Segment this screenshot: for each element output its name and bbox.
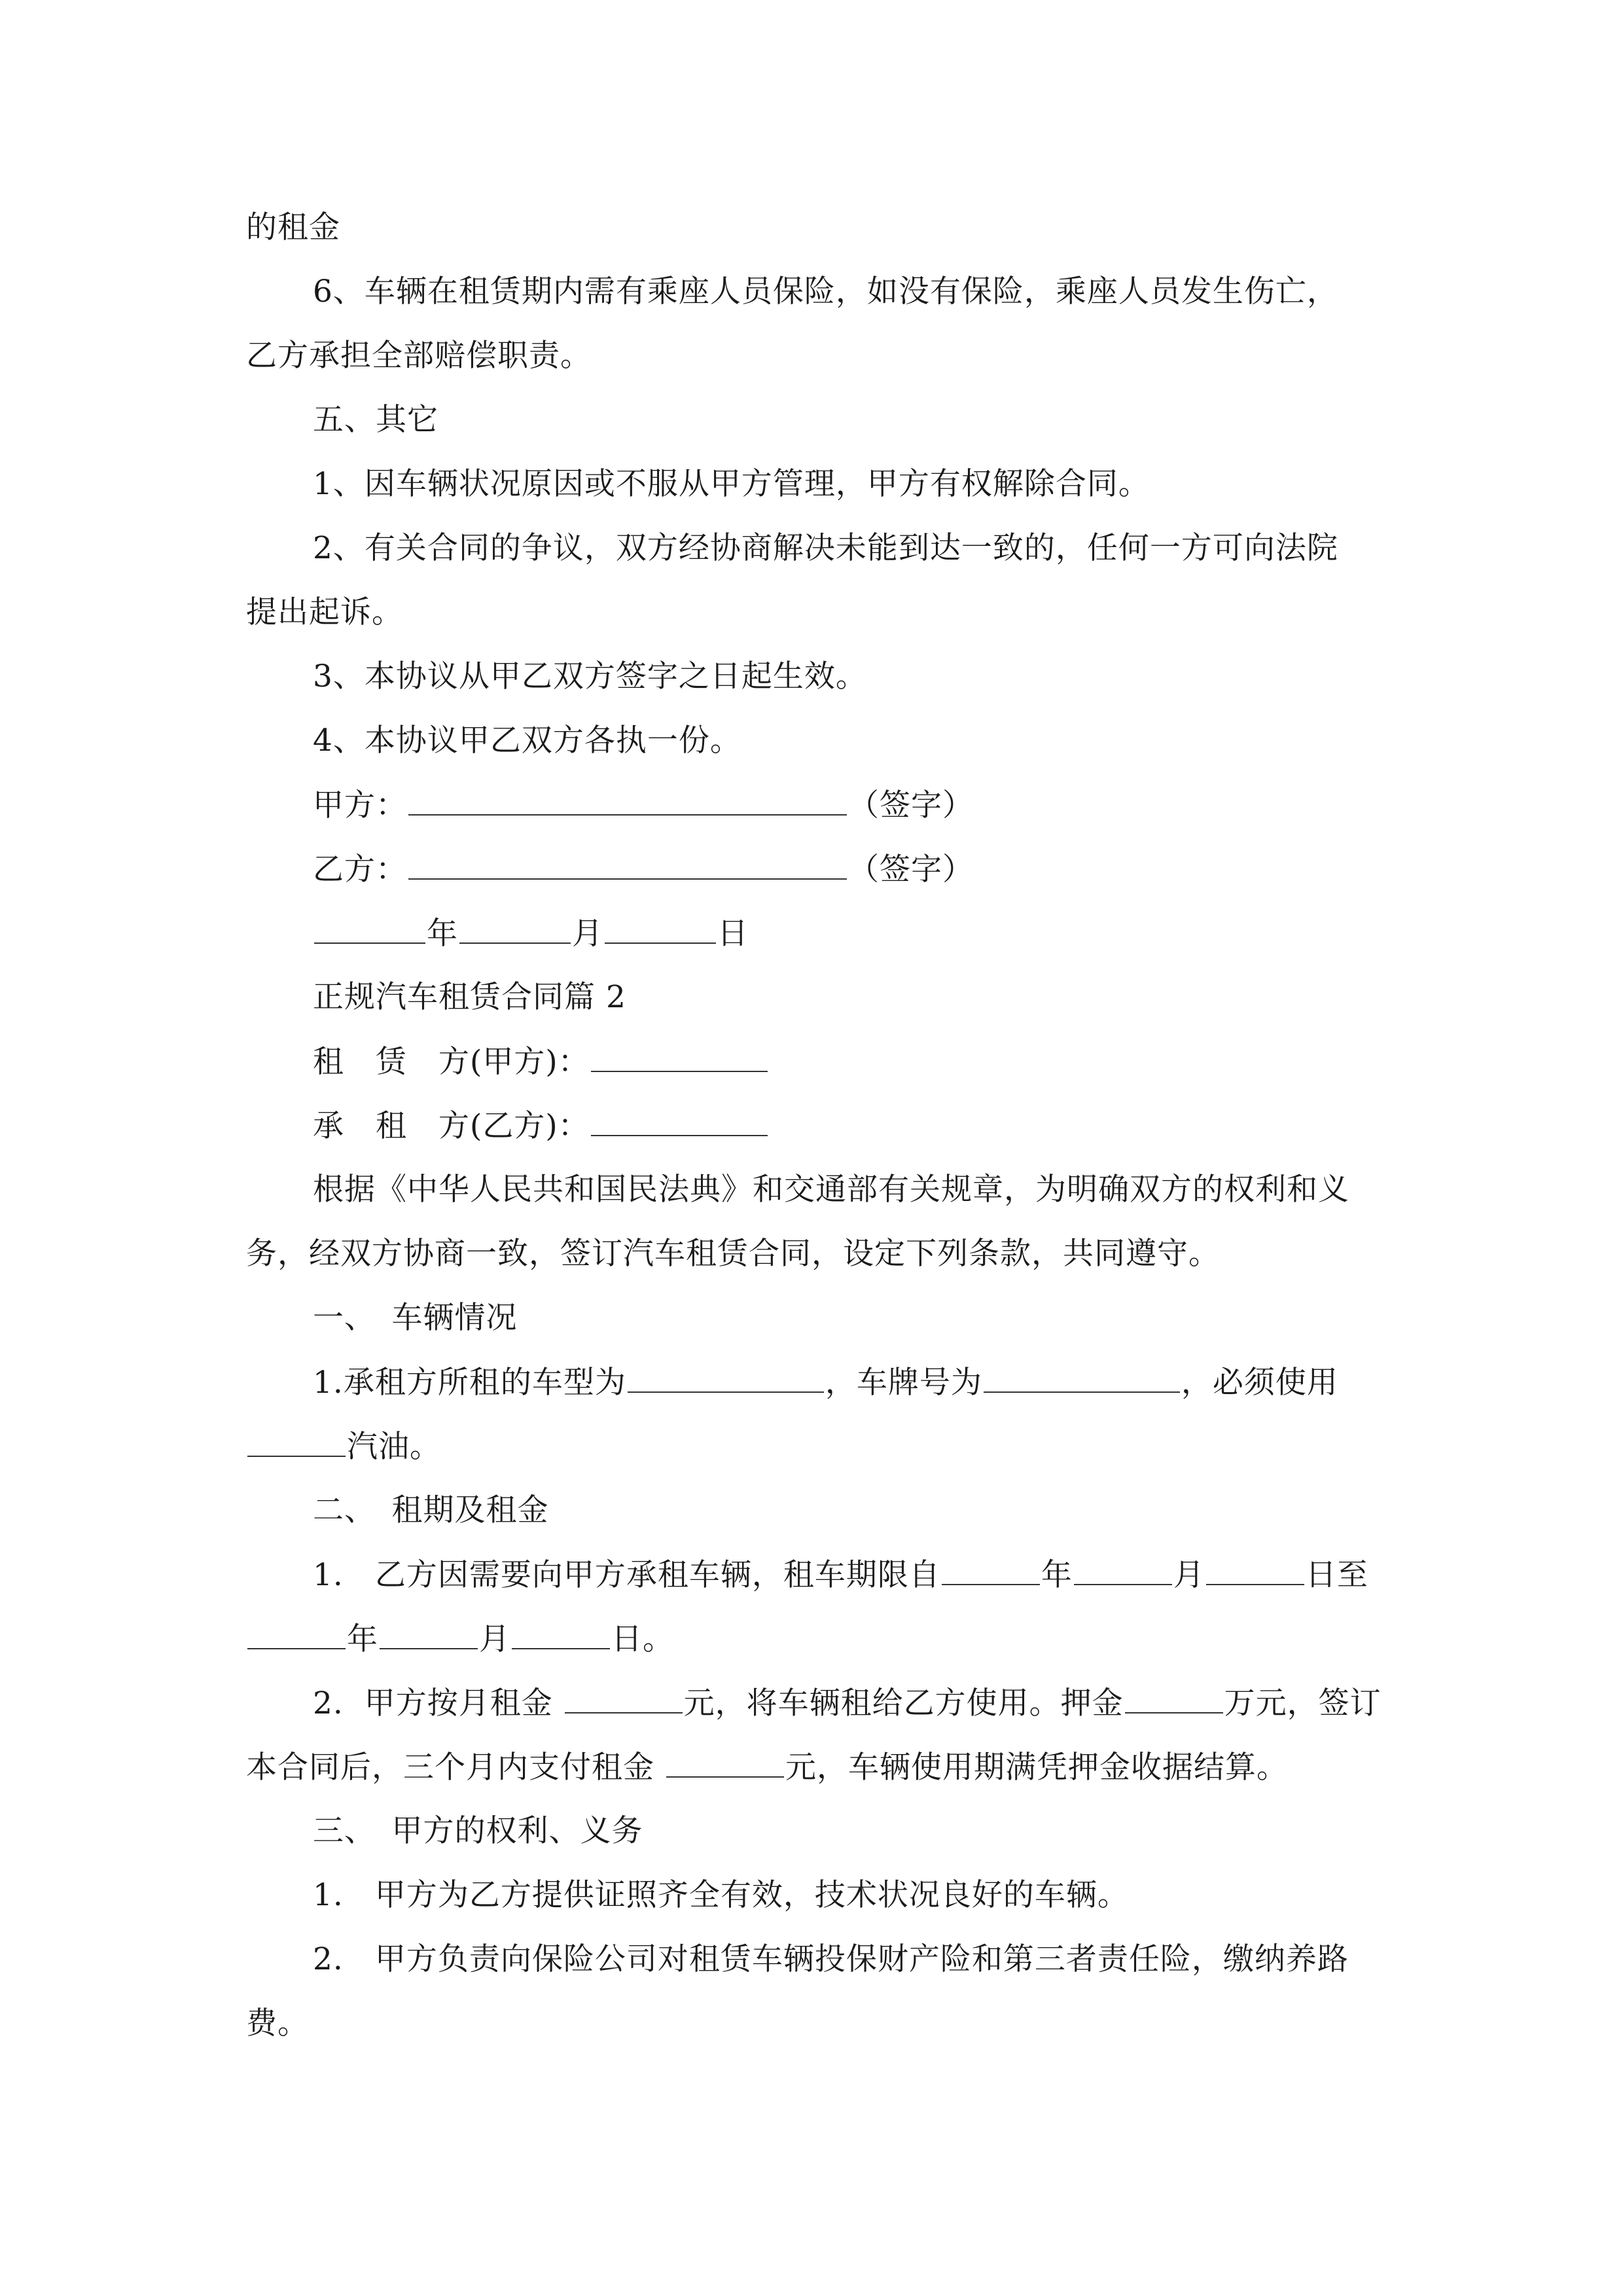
rental-text: 1. 乙方因需要向甲方承租车辆，租车期限自 xyxy=(313,1557,940,1593)
text-line: 2. 甲方负责向保险公司对租赁车辆投保财产险和第三者责任险，缴纳养路 xyxy=(313,1941,1349,1977)
lessee-label: 承 租 方(乙方)： xyxy=(313,1108,590,1144)
text-line: 的租金 xyxy=(246,209,340,245)
section-heading: 二、 租期及租金 xyxy=(313,1492,549,1528)
rental-text: 日。 xyxy=(611,1621,674,1657)
text-line: 1、因车辆状况原因或不服从甲方管理，甲方有权解除合同。 xyxy=(313,466,1150,502)
lessor-line xyxy=(313,1042,769,1081)
start-day-blank xyxy=(1206,1555,1304,1585)
date-line xyxy=(313,914,749,953)
month-label: 月 xyxy=(572,916,603,952)
rent-text: 元，车辆使用期满凭押金收据结算。 xyxy=(785,1749,1288,1785)
rental-text: 年 xyxy=(1041,1557,1073,1593)
signature-line-party-a xyxy=(313,785,974,825)
plate-blank xyxy=(984,1363,1180,1393)
year-label: 年 xyxy=(427,916,458,952)
vehicle-clause-cont xyxy=(246,1427,441,1466)
vehicle-clause xyxy=(313,1363,1338,1402)
sign-note: （签字） xyxy=(848,787,974,823)
month-blank xyxy=(459,914,571,944)
rent-clause-cont xyxy=(246,1748,1288,1787)
vehicle-text: 汽油。 xyxy=(347,1429,441,1465)
text-line: 6、车辆在租赁期内需有乘座人员保险，如没有保险，乘座人员发生伤亡， xyxy=(313,274,1338,310)
rental-text: 年 xyxy=(347,1621,378,1657)
text-line: 4、本协议甲乙双方各执一份。 xyxy=(313,723,741,759)
lessee-blank xyxy=(591,1106,768,1136)
lessee-line xyxy=(313,1106,769,1145)
contract-title: 正规汽车租赁合同篇 2 xyxy=(313,979,626,1015)
party-a-label: 甲方： xyxy=(313,787,407,823)
rent-clause xyxy=(313,1683,1382,1723)
lessor-label: 租 赁 方(甲方)： xyxy=(313,1044,590,1080)
start-month-blank xyxy=(1074,1555,1172,1585)
rental-text: 月 xyxy=(479,1621,510,1657)
section-heading: 三、 甲方的权利、义务 xyxy=(313,1813,643,1849)
monthly-rent-blank xyxy=(565,1683,683,1713)
model-blank xyxy=(628,1363,824,1393)
day-label: 日 xyxy=(717,916,749,952)
year-blank xyxy=(314,914,425,944)
start-year-blank xyxy=(942,1555,1040,1585)
party-a-blank xyxy=(408,785,847,816)
rental-period-cont xyxy=(246,1619,674,1659)
signature-line-party-b xyxy=(313,850,974,889)
rental-text: 日至 xyxy=(1305,1557,1368,1593)
text-line: 3、本协议从甲乙双方签字之日起生效。 xyxy=(313,658,867,694)
rent-text: 本合同后，三个月内支付租金 xyxy=(246,1749,665,1785)
prepay-blank xyxy=(666,1748,784,1778)
text-line: 2、有关合同的争议，双方经协商解决未能到达一致的，任何一方可向法院 xyxy=(313,530,1338,566)
end-year-blank xyxy=(247,1619,346,1649)
rent-text: 2. 甲方按月租金 xyxy=(313,1685,563,1721)
rent-text: 元，将车辆租给乙方使用。押金 xyxy=(683,1685,1124,1721)
sign-note: （签字） xyxy=(848,852,974,888)
section-heading: 五、其它 xyxy=(313,402,438,438)
vehicle-text: ，必须使用 xyxy=(1181,1365,1338,1401)
end-month-blank xyxy=(380,1619,478,1649)
fuel-blank xyxy=(247,1427,346,1457)
text-line: 根据《中华人民共和国民法典》和交通部有关规章，为明确双方的权利和义 xyxy=(313,1172,1349,1208)
rental-period-clause xyxy=(313,1555,1368,1594)
day-blank xyxy=(605,914,716,944)
party-b-blank xyxy=(408,850,847,880)
text-line: 务，经双方协商一致，签订汽车租赁合同，设定下列条款，共同遵守。 xyxy=(246,1236,1220,1272)
rent-text: 万元，签订 xyxy=(1224,1685,1382,1721)
deposit-blank xyxy=(1125,1683,1223,1713)
vehicle-text: 1.承租方所租的车型为 xyxy=(313,1365,626,1401)
party-b-label: 乙方： xyxy=(313,852,407,888)
lessor-blank xyxy=(591,1042,768,1072)
text-line: 1. 甲方为乙方提供证照齐全有效，技术状况良好的车辆。 xyxy=(313,1877,1129,1913)
text-line: 乙方承担全部赔偿职责。 xyxy=(246,338,592,374)
text-line: 提出起诉。 xyxy=(246,594,403,630)
text-line: 费。 xyxy=(246,2005,309,2041)
end-day-blank xyxy=(512,1619,610,1649)
rental-text: 月 xyxy=(1173,1557,1205,1593)
section-heading: 一、 车辆情况 xyxy=(313,1300,518,1336)
vehicle-text: ，车牌号为 xyxy=(825,1365,982,1401)
